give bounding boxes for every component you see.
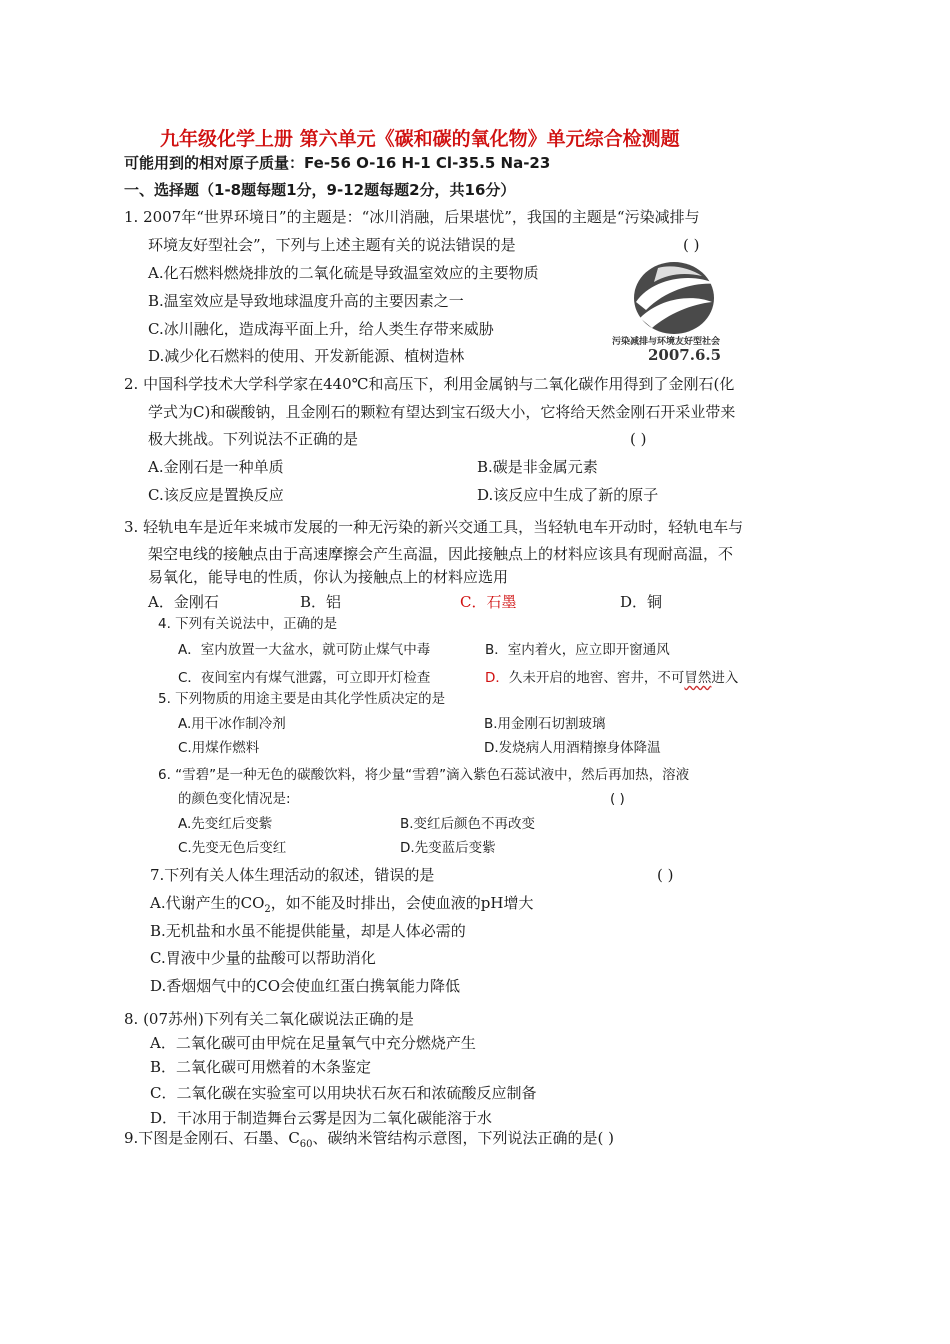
q2-option-a: A.金刚石是一种单质	[148, 458, 284, 476]
q3-stem-line3: 易氧化，能导电的性质，你认为接触点上的材料应选用	[148, 568, 509, 586]
q9-stem-post: 、碳纳米管结构示意图，下列说法正确的是( )	[312, 1129, 615, 1147]
q2-option-b: B.碳是非金属元素	[477, 458, 598, 476]
q1-option-a: A.化石燃料燃烧排放的二氧化硫是导致温室效应的主要物质	[148, 264, 539, 282]
q1-answer-paren: ( )	[683, 236, 700, 254]
q4-option-d-letter: D．	[485, 670, 509, 686]
q1-stem-line2: 环境友好型社会”，下列与上述主题有关的说法错误的是	[148, 236, 516, 254]
logo-date: 2007.6.5	[648, 346, 722, 364]
q5-stem: 5. 下列物质的用途主要是由其化学性质决定的是	[158, 691, 446, 707]
q4-option-d-wavy: 冒然	[684, 670, 712, 686]
q4-option-d-text2: 进入	[711, 670, 739, 686]
q1-option-c: C.冰川融化，造成海平面上升，给人类生存带来威胁	[148, 320, 494, 338]
q9-stem-sub: 60	[299, 1139, 313, 1150]
q8-option-c: C．二氧化碳在实验室可以用块状石灰石和浓硫酸反应制备	[150, 1084, 537, 1102]
q7-option-d: D.香烟烟气中的CO会使血红蛋白携氧能力降低	[150, 977, 461, 995]
q6-stem-line2: 的颜色变化情况是:	[178, 791, 291, 807]
q9-stem-pre: 9.下图是金刚石、石墨、C	[124, 1129, 300, 1147]
q5-option-c: C.用煤作燃料	[178, 740, 260, 756]
q7-option-a-post: ，如不能及时排出，会使血液的pH增大	[270, 894, 534, 912]
q5-option-a: A.用干冰作制冷剂	[178, 716, 286, 732]
q6-option-a: A.先变红后变紫	[178, 816, 273, 832]
q2-stem-line2: 学式为C)和碳酸钠，且金刚石的颗粒有望达到宝石级大小，它将给天然金刚石开采业带来	[148, 403, 736, 421]
q7-option-b: B.无机盐和水虽不能提供能量，却是人体必需的	[150, 922, 466, 940]
q3-option-d: D．铜	[620, 593, 663, 611]
q1-option-b: B.温室效应是导致地球温度升高的主要因素之一	[148, 292, 464, 310]
q7-stem: 7.下列有关人体生理活动的叙述，错误的是	[150, 866, 435, 884]
q5-option-d: D.发烧病人用酒精擦身体降温	[484, 740, 661, 756]
atomic-mass-line: 可能用到的相对原子质量：Fe-56 O-16 H-1 Cl-35.5 Na-23	[124, 154, 551, 172]
page-title: 九年级化学上册 第六单元《碳和碳的氧化物》单元综合检测题	[160, 128, 680, 150]
q6-option-d: D.先变蓝后变紫	[400, 840, 496, 856]
q1-stem-line1: 1. 2007年“世界环境日”的主题是：“冰川消融，后果堪忧”，我国的主题是“污染减排与	[124, 208, 700, 226]
q2-option-d: D.该反应中生成了新的原子	[477, 486, 659, 504]
q6-answer-paren: ( )	[610, 791, 625, 807]
q4-option-a: A．室内放置一大盆水，就可防止煤气中毒	[178, 642, 431, 658]
q3-option-a: A．金刚石	[148, 593, 219, 611]
q2-answer-paren: ( )	[630, 430, 647, 448]
q4-option-c: C．夜间室内有煤气泄露，可立即开灯检查	[178, 670, 431, 686]
q7-option-a	[150, 893, 533, 913]
q7-answer-paren: ( )	[657, 866, 674, 884]
q1-option-d: D.减少化石燃料的使用、开发新能源、植树造林	[148, 347, 465, 365]
q4-option-d-text1: 久未开启的地窖、窖井，不可	[508, 670, 685, 686]
logo-caption: 污染减排与环境友好型社会	[612, 337, 721, 347]
q3-option-c: C．石墨	[460, 593, 517, 611]
q3-option-b: B．铝	[300, 593, 342, 611]
q4-option-b: B．室内着火，应立即开窗通风	[485, 642, 670, 658]
q7-option-a-sub: 2	[264, 904, 271, 915]
q7-option-a-pre: A.代谢产生的CO	[150, 894, 265, 912]
q6-stem-line1: 6. “雪碧”是一种无色的碳酸饮料，将少量“雪碧”滴入紫色石蕊试液中，然后再加热，溶液	[158, 767, 690, 783]
q5-option-b: B.用金刚石切割玻璃	[484, 716, 606, 732]
q9-stem	[124, 1128, 614, 1148]
q3-stem-line2: 架空电线的接触点由于高速摩擦会产生高温，因此接触点上的材料应该具有现耐高温，不	[148, 545, 734, 563]
q8-stem: 8. (07苏州)下列有关二氧化碳说法正确的是	[124, 1010, 414, 1028]
environment-day-logo	[612, 258, 746, 370]
q7-option-c: C.胃液中少量的盐酸可以帮助消化	[150, 949, 376, 967]
q3-stem-line1: 3. 轻轨电车是近年来城市发展的一种无污染的新兴交通工具，当轻轨电车开动时，轻轨电车与	[124, 518, 744, 536]
q2-stem-line1: 2. 中国科学技术大学科学家在440℃和高压下，利用金属钠与二氧化碳作用得到了金刚石(化	[124, 375, 735, 393]
q4-stem: 4. 下列有关说法中，正确的是	[158, 616, 338, 632]
q6-option-b: B.变红后颜色不再改变	[400, 816, 536, 832]
q2-option-c: C.该反应是置换反应	[148, 486, 284, 504]
q4-option-d	[485, 669, 738, 687]
q8-option-a: A．二氧化碳可由甲烷在足量氧气中充分燃烧产生	[150, 1034, 476, 1052]
q8-option-b: B．二氧化碳可用燃着的木条鉴定	[150, 1058, 372, 1076]
q6-option-c: C.先变无色后变红	[178, 840, 287, 856]
q2-stem-line3: 极大挑战。下列说法不正确的是	[148, 430, 359, 448]
section-heading: 一、选择题（1-8题每题1分，9-12题每题2分，共16分）	[124, 181, 516, 199]
q8-option-d: D．干冰用于制造舞台云雾是因为二氧化碳能溶于水	[150, 1109, 493, 1127]
